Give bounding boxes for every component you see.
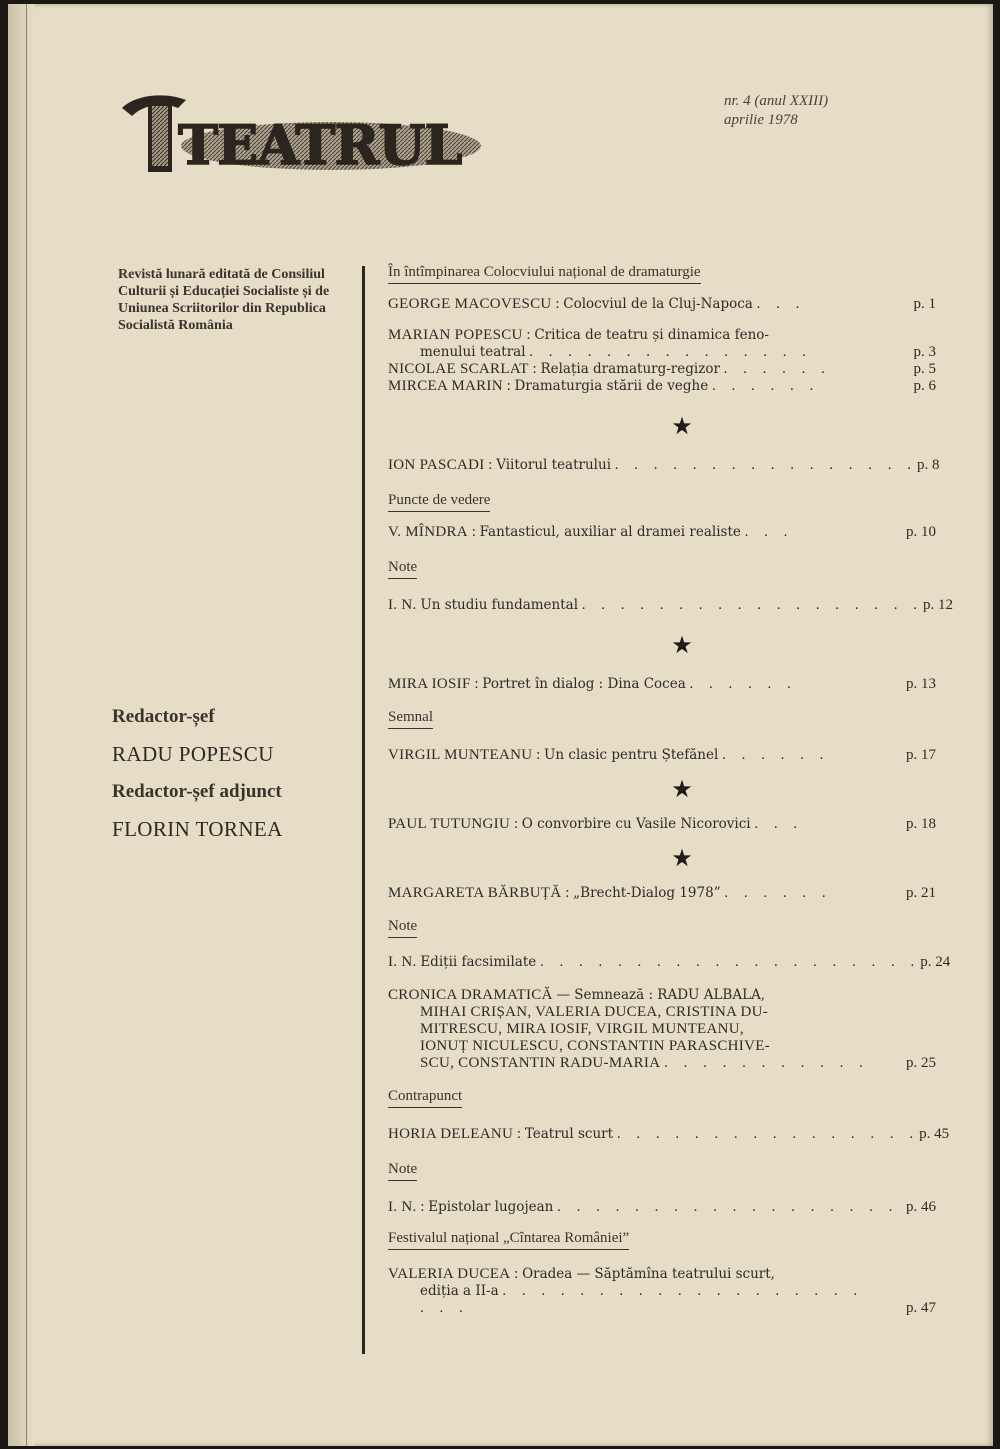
toc-entry: MARGARETA BĂRBUȚĂ : „Brecht-Dialog 1978” . . . . . . p. 21 xyxy=(388,885,936,901)
section-heading: Note xyxy=(388,559,417,579)
issue-date: aprilie 1978 xyxy=(724,112,798,128)
toc-entry: I. N. Ediții facsimilate . . . . . . . . . . . . . . . . . . . . p. 24 xyxy=(388,954,951,970)
magazine-page xyxy=(8,4,993,1446)
table-of-contents xyxy=(388,264,954,1317)
page-ref: p. 25 xyxy=(906,1055,936,1071)
page-ref: p. 5 xyxy=(913,361,936,377)
page-ref: p. 47 xyxy=(906,1300,936,1316)
star-icon: ★ xyxy=(671,633,693,659)
section-heading: Festivalul național „Cîntarea României” xyxy=(388,1230,629,1250)
section-heading: În întîmpinarea Colocviului național de dramaturgie xyxy=(388,264,701,284)
page-ref: p. 8 xyxy=(917,457,940,473)
editorial-staff xyxy=(112,706,352,856)
binding-shadow xyxy=(8,4,34,1446)
editor-in-chief-role: Redactor-șef xyxy=(112,706,215,727)
toc-entry: MIRA IOSIF : Portret în dialog : Dina Cocea . . . . . . p. 13 xyxy=(388,676,936,692)
section-heading: Contrapunct xyxy=(388,1088,462,1108)
toc-entry: GEORGE MACOVESCU : Colocviul de la Cluj-Napoca . . . p. 1 xyxy=(388,296,936,312)
editor-in-chief-name: RADU POPESCU xyxy=(112,742,274,766)
page-ref: p. 17 xyxy=(906,747,936,763)
star-icon: ★ xyxy=(671,846,693,872)
issue-info xyxy=(724,92,828,130)
page-ref: p. 13 xyxy=(906,676,936,692)
page-ref: p. 21 xyxy=(906,885,936,901)
deputy-editor-name: FLORIN TORNEA xyxy=(112,817,283,841)
toc-entry: PAUL TUTUNGIU : O convorbire cu Vasile Nicorovici . . . p. 18 xyxy=(388,816,936,832)
page-ref: p. 12 xyxy=(923,597,954,613)
masthead-title: TEATRUL xyxy=(178,113,462,177)
page-ref: p. 3 xyxy=(913,344,936,360)
toc-entry: HORIA DELEANU : Teatrul scurt . . . . . . . . . . . . . . . . p. 45 xyxy=(388,1126,950,1142)
toc-entry: V. MÎNDRA : Fantasticul, auxiliar al dramei realiste . . . p. 10 xyxy=(388,524,936,540)
issue-number: nr. 4 (anul XXIII) xyxy=(724,93,829,109)
masthead-logo xyxy=(116,86,478,178)
star-icon: ★ xyxy=(671,414,693,440)
page-ref: p. 45 xyxy=(919,1126,950,1142)
publisher-note: Revistă lunară editată de Consiliul Culturii și Educației Socialiste și de Uniunea Scriitorilor din Republica Socialistă România xyxy=(118,267,330,333)
page-ref: p. 46 xyxy=(906,1199,936,1215)
toc-entry: VALERIA DUCEA : Oradea — Săptămîna teatrului scurt, ediția a II-a . . . . . . . . . . . . . . . . . . . . . . p. 47 xyxy=(388,1266,936,1316)
toc-entry: I. N. : Epistolar lugojean . . . . . . . . . . . . . . . . . . p. 46 xyxy=(388,1199,936,1215)
page-ref: p. 1 xyxy=(913,296,936,312)
section-heading: Note xyxy=(388,918,417,938)
section-heading: Note xyxy=(388,1161,417,1181)
page-edge xyxy=(26,4,27,1446)
section-heading: Semnal xyxy=(388,709,433,729)
page-ref: p. 24 xyxy=(920,954,951,970)
toc-entry: ION PASCADI : Viitorul teatrului . . . . . . . . . . . . . . . . p. 8 xyxy=(388,457,940,473)
toc-entry: MARIAN POPESCU : Critica de teatru și dinamica feno- menului teatral . . . . . . . . . . . . . . . p. 3 xyxy=(388,327,936,360)
column-divider xyxy=(362,266,365,1354)
toc-entry: I. N. Un studiu fundamental . . . . . . . . . . . . . . . . . . p. 12 xyxy=(388,597,954,613)
toc-entry: CRONICA DRAMATICĂ — Semnează : RADU ALBALA, MIHAI CRIȘAN, VALERIA DUCEA, CRISTINA DU- MITRESCU, MIRA IOSIF, VIRGIL MUNTEANU, IONUȚ NICULESCU, CONSTANTIN PARASCHIVE- SCU, CONSTANTIN RADU-MARIA . . . . . . . . . . . p. 25 xyxy=(388,987,936,1071)
toc-entry: MIRCEA MARIN : Dramaturgia stării de veghe . . . . . . p. 6 xyxy=(388,378,936,394)
deputy-editor-role: Redactor-șef adjunct xyxy=(112,781,282,802)
page-ref: p. 18 xyxy=(906,816,936,832)
star-icon: ★ xyxy=(671,777,693,803)
toc-entry: VIRGIL MUNTEANU : Un clasic pentru Ștefănel . . . . . . p. 17 xyxy=(388,747,936,763)
page-ref: p. 6 xyxy=(913,378,936,394)
toc-entry: NICOLAE SCARLAT : Relația dramaturg-regizor . . . . . . p. 5 xyxy=(388,361,936,377)
page-ref: p. 10 xyxy=(906,524,936,540)
section-heading: Puncte de vedere xyxy=(388,492,490,512)
